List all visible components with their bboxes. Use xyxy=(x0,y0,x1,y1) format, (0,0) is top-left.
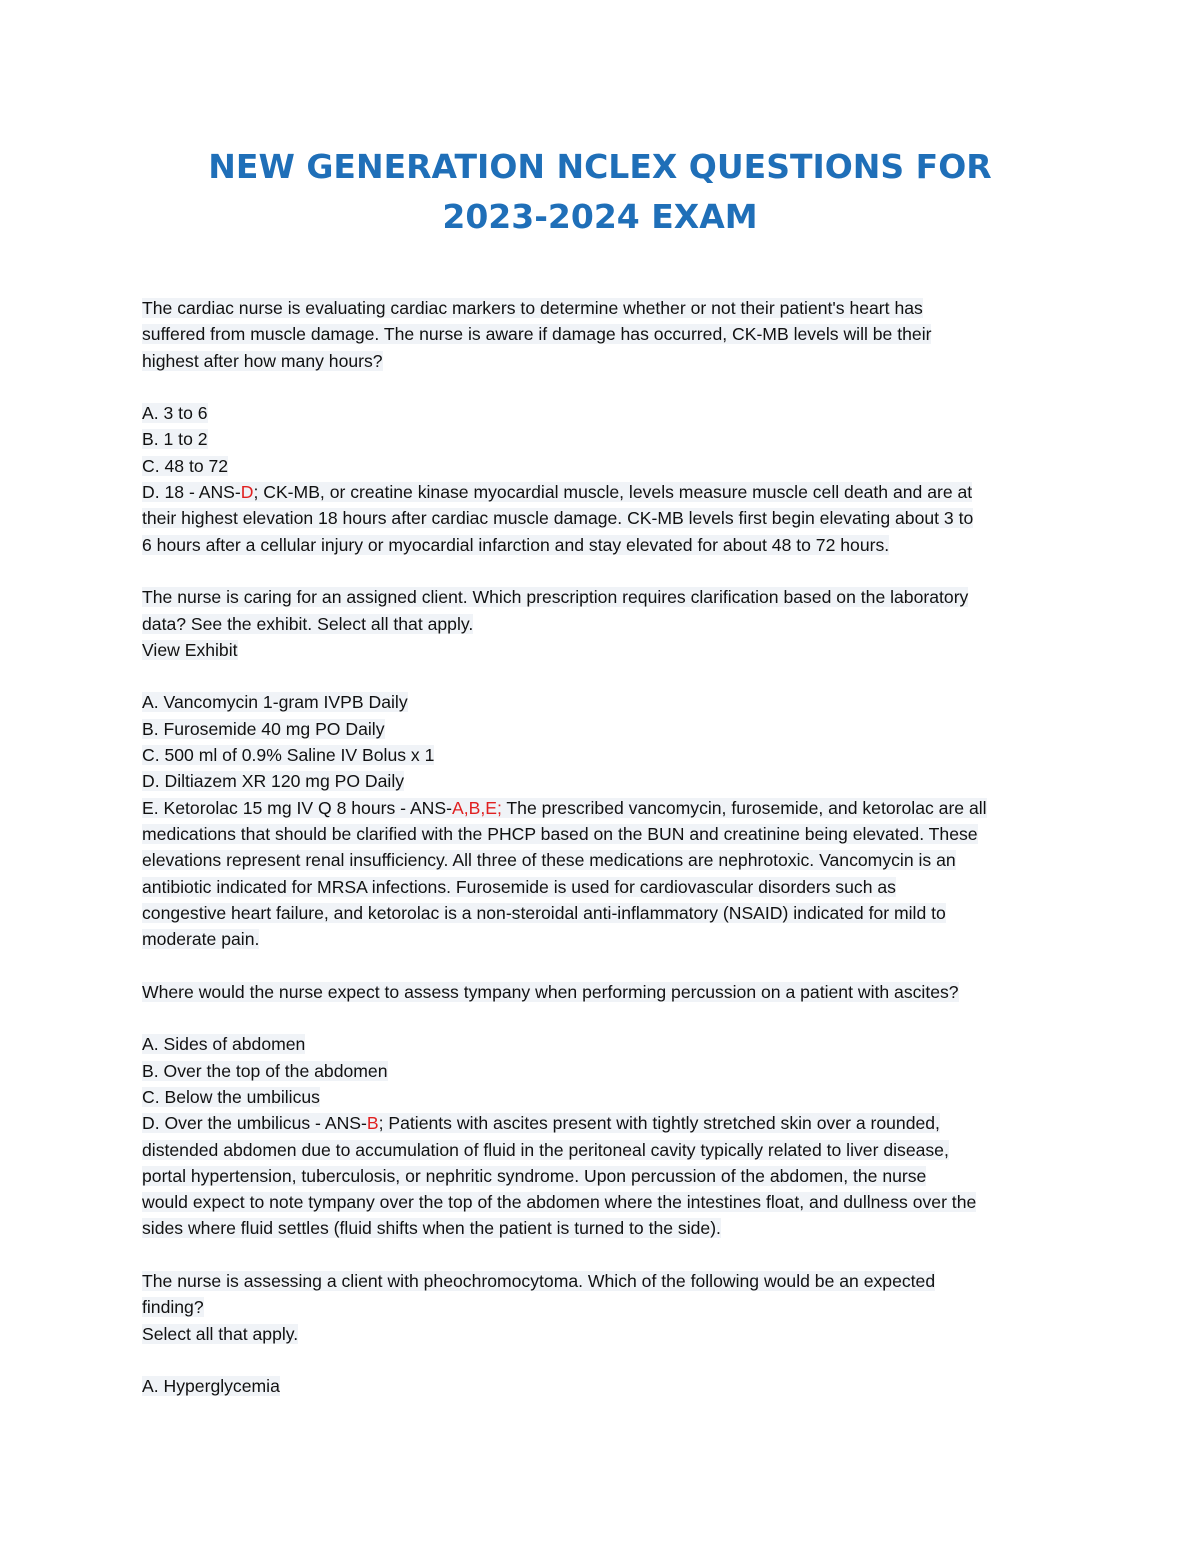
q1-rationale-line: their highest elevation 18 hours after cardiac muscle damage. CK-MB levels first begin elevating about 3 to xyxy=(142,508,974,529)
q3-rationale-line: sides where fluid settles (fluid shifts when the patient is turned to the side). xyxy=(142,1218,721,1239)
title-line-2: 2023-2024 EXAM xyxy=(442,197,758,236)
question-4 xyxy=(142,1268,1067,1399)
q1-option-c: C. 48 to 72 xyxy=(142,455,229,476)
question-1 xyxy=(142,295,1067,558)
document-title xyxy=(0,142,1200,242)
q1-option-a: A. 3 to 6 xyxy=(142,403,208,424)
question-2 xyxy=(142,584,1067,952)
q2-option-b: B. Furosemide 40 mg PO Daily xyxy=(142,718,385,739)
q3-rationale-line: distended abdomen due to accumulation of fluid in the peritoneal cavity typically related to liver disease, xyxy=(142,1139,949,1160)
q2-rationale-line: moderate pain. xyxy=(142,929,260,950)
q2-rationale-line: elevations represent renal insufficiency. All three of these medications are nephrotoxic. Vancomycin is an xyxy=(142,850,956,871)
q3-stem-line: Where would the nurse expect to assess tympany when performing percussion on a patient with ascites? xyxy=(142,981,959,1002)
q2-rationale-line: antibiotic indicated for MRSA infections. Furosemide is used for cardiovascular disorders such as xyxy=(142,876,896,897)
q1-option-b: B. 1 to 2 xyxy=(142,429,208,450)
q3-rationale-line: portal hypertension, tuberculosis, or nephritic syndrome. Upon percussion of the abdomen, the nurse xyxy=(142,1165,927,1186)
q1-stem-line: highest after how many hours? xyxy=(142,350,383,371)
q2-rationale: The prescribed vancomycin, furosemide, and ketorolac are all xyxy=(501,797,987,818)
q3-option-d: D. Over the umbilicus - ANS-B; Patients with ascites present with tightly stretched skin over a rounded, xyxy=(142,1113,940,1134)
title-line-1: NEW GENERATION NCLEX QUESTIONS FOR xyxy=(208,147,992,186)
q2-rationale-line: congestive heart failure, and ketorolac is a non-steroidal anti-inflammatory (NSAID) indicated for mild to xyxy=(142,902,946,923)
q2-option-d: D. Diltiazem XR 120 mg PO Daily xyxy=(142,771,405,792)
q4-option-a: A. Hyperglycemia xyxy=(142,1376,280,1397)
q2-rationale-line: medications that should be clarified with the PHCP based on the BUN and creatinine being elevated. These xyxy=(142,823,978,844)
question-3 xyxy=(142,979,1067,1242)
q3-option-b: B. Over the top of the abdomen xyxy=(142,1060,388,1081)
q2-stem-line: data? See the exhibit. Select all that apply. xyxy=(142,613,474,634)
q4-stem-line: Select all that apply. xyxy=(142,1323,299,1344)
q1-rationale: ; CK-MB, or creatine kinase myocardial muscle, levels measure muscle cell death and are at xyxy=(253,482,973,503)
q3-rationale-line: would expect to note tympany over the top of the abdomen where the intestines float, and dullness over the xyxy=(142,1192,977,1213)
q2-stem-line: The nurse is caring for an assigned client. Which prescription requires clarification based on the laboratory xyxy=(142,587,969,608)
q1-rationale-line: 6 hours after a cellular injury or myocardial infarction and stay elevated for about 48 to 72 hours. xyxy=(142,534,890,555)
q2-answer: A,B,E; xyxy=(451,797,502,818)
q1-answer: D xyxy=(240,482,254,503)
document-body xyxy=(142,295,1067,1399)
q3-rationale: ; Patients with ascites present with tightly stretched skin over a rounded, xyxy=(378,1113,940,1134)
q4-stem-line: The nurse is assessing a client with pheochromocytoma. Which of the following would be an expected xyxy=(142,1270,936,1291)
q1-stem-line: suffered from muscle damage. The nurse is aware if damage has occurred, CK-MB levels will be their xyxy=(142,324,932,345)
q4-stem-line: finding? xyxy=(142,1297,204,1318)
q1-stem-line: The cardiac nurse is evaluating cardiac markers to determine whether or not their patient's heart has xyxy=(142,298,923,318)
q3-option-c: C. Below the umbilicus xyxy=(142,1086,320,1107)
q2-option-c: C. 500 ml of 0.9% Saline IV Bolus x 1 xyxy=(142,745,435,766)
q2-option-a: A. Vancomycin 1-gram IVPB Daily xyxy=(142,692,408,713)
q1-option-d: D. 18 - ANS-D; CK-MB, or creatine kinase myocardial muscle, levels measure muscle cell death and are at xyxy=(142,482,973,503)
q3-answer: B xyxy=(366,1113,379,1134)
q2-option-e: E. Ketorolac 15 mg IV Q 8 hours - ANS-A,B,E; The prescribed vancomycin, furosemide, and ketorolac are all xyxy=(142,797,987,818)
q3-option-a: A. Sides of abdomen xyxy=(142,1034,306,1055)
view-exhibit-link: View Exhibit xyxy=(142,639,238,660)
